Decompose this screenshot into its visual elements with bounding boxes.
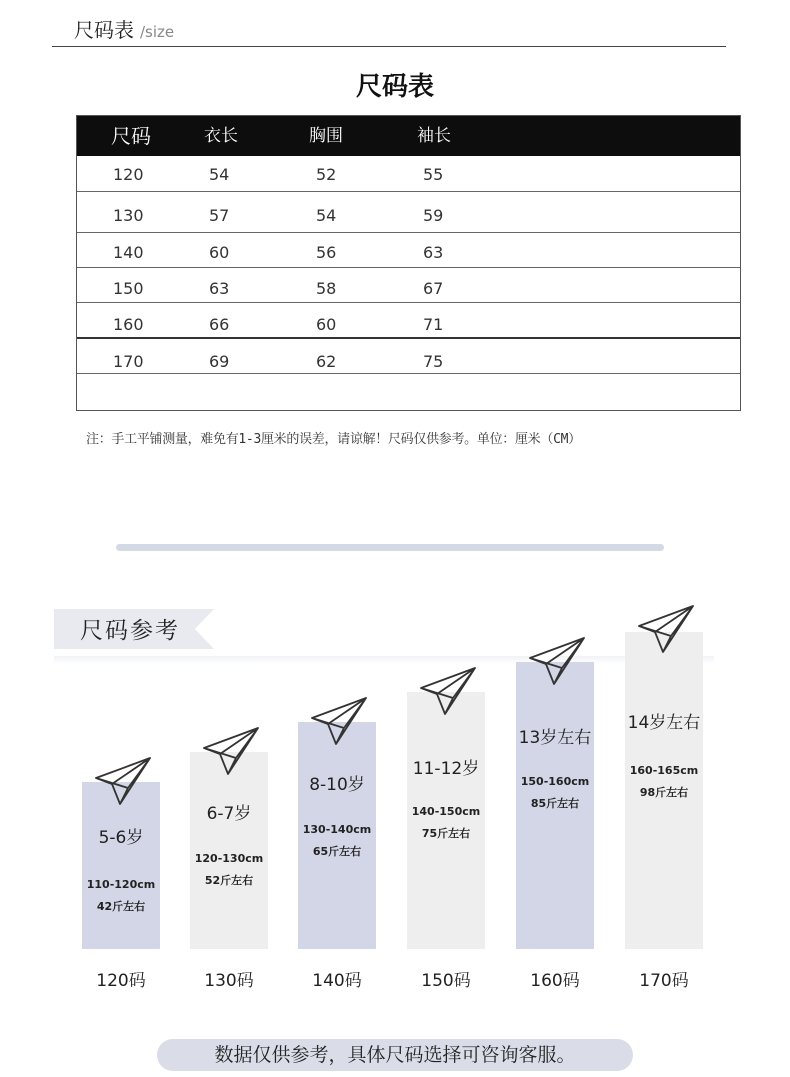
paper-plane-icon [417, 666, 479, 716]
column-header-sleeve: 袖长 [417, 126, 451, 146]
cell-size: 170 [113, 352, 144, 371]
cell-size: 120 [113, 165, 144, 184]
cell-length: 63 [209, 279, 230, 298]
age-label: 6-7岁 [206, 804, 252, 824]
size-label: 130码 [204, 971, 254, 991]
height-weight [609, 760, 719, 804]
age-label: 5-6岁 [98, 828, 144, 848]
height-range: 150-160cm [520, 775, 590, 788]
height-weight [66, 874, 176, 918]
cell-length: 66 [209, 315, 230, 334]
cell-size: 140 [113, 243, 144, 262]
cell-size: 160 [113, 315, 144, 334]
size-label: 160码 [530, 971, 580, 991]
paper-plane-icon [635, 604, 697, 654]
page-header [74, 14, 174, 43]
cell-sleeve: 71 [423, 315, 444, 334]
cell-size: 150 [113, 279, 144, 298]
table-row [77, 156, 740, 192]
height-weight [500, 771, 610, 815]
header-subtitle: /size [140, 23, 175, 41]
height-range: 110-120cm [86, 878, 156, 891]
cell-sleeve: 67 [423, 279, 444, 298]
table-row [77, 339, 740, 374]
height-weight [391, 801, 501, 845]
cell-length: 60 [209, 243, 230, 262]
size-label: 170码 [639, 971, 689, 991]
cell-length: 54 [209, 165, 230, 184]
paper-plane-icon [92, 756, 154, 806]
cell-chest: 60 [316, 315, 337, 334]
section-divider [116, 544, 664, 551]
cell-chest: 52 [316, 165, 337, 184]
cell-sleeve: 59 [423, 206, 444, 225]
weight-range: 75斤左右 [421, 827, 471, 840]
cell-chest: 58 [316, 279, 337, 298]
header-divider [52, 46, 726, 47]
size-table [76, 115, 741, 411]
height-range: 140-150cm [411, 805, 481, 818]
height-range: 120-130cm [194, 852, 264, 865]
table-row [77, 233, 740, 268]
age-label: 8-10岁 [309, 775, 365, 795]
column-header-size: 尺码 [111, 124, 151, 148]
paper-plane-icon [308, 696, 370, 746]
age-label: 11-12岁 [412, 759, 480, 779]
weight-range: 85斤左右 [530, 797, 580, 810]
table-row [77, 303, 740, 339]
height-range: 130-140cm [302, 823, 372, 836]
height-range: 160-165cm [629, 764, 699, 777]
footer-note: 数据仅供参考，具体尺码选择可咨询客服。 [157, 1039, 633, 1071]
cell-chest: 54 [316, 206, 337, 225]
cell-sleeve: 63 [423, 243, 444, 262]
table-row [77, 192, 740, 233]
height-weight [282, 819, 392, 863]
size-bar-120 [82, 782, 160, 949]
reference-banner-shadow [54, 656, 714, 664]
cell-sleeve: 75 [423, 352, 444, 371]
cell-length: 69 [209, 352, 230, 371]
column-header-length: 衣长 [204, 126, 238, 146]
column-header-chest: 胸围 [309, 126, 343, 146]
size-label: 120码 [96, 971, 146, 991]
age-label: 13岁左右 [518, 728, 592, 748]
cell-length: 57 [209, 206, 230, 225]
table-row [77, 268, 740, 303]
cell-chest: 62 [316, 352, 337, 371]
weight-range: 98斤左右 [639, 786, 689, 799]
weight-range: 42斤左右 [96, 900, 146, 913]
size-label: 140码 [312, 971, 362, 991]
age-label: 14岁左右 [627, 713, 701, 733]
table-header-row [77, 116, 740, 156]
weight-range: 65斤左右 [312, 845, 362, 858]
paper-plane-icon [200, 726, 262, 776]
height-weight [174, 848, 284, 892]
weight-range: 52斤左右 [204, 874, 254, 887]
header-title: 尺码表 [74, 18, 134, 42]
size-label: 150码 [421, 971, 471, 991]
table-title: 尺码表 [355, 72, 434, 102]
cell-sleeve: 55 [423, 165, 444, 184]
paper-plane-icon [526, 636, 588, 686]
measurement-note: 注：手工平铺测量，难免有1-3厘米的误差，请谅解！尺码仅供参考。单位：厘米（CM） [86, 432, 581, 447]
reference-title: 尺码参考 [80, 618, 180, 644]
cell-size: 130 [113, 206, 144, 225]
cell-chest: 56 [316, 243, 337, 262]
